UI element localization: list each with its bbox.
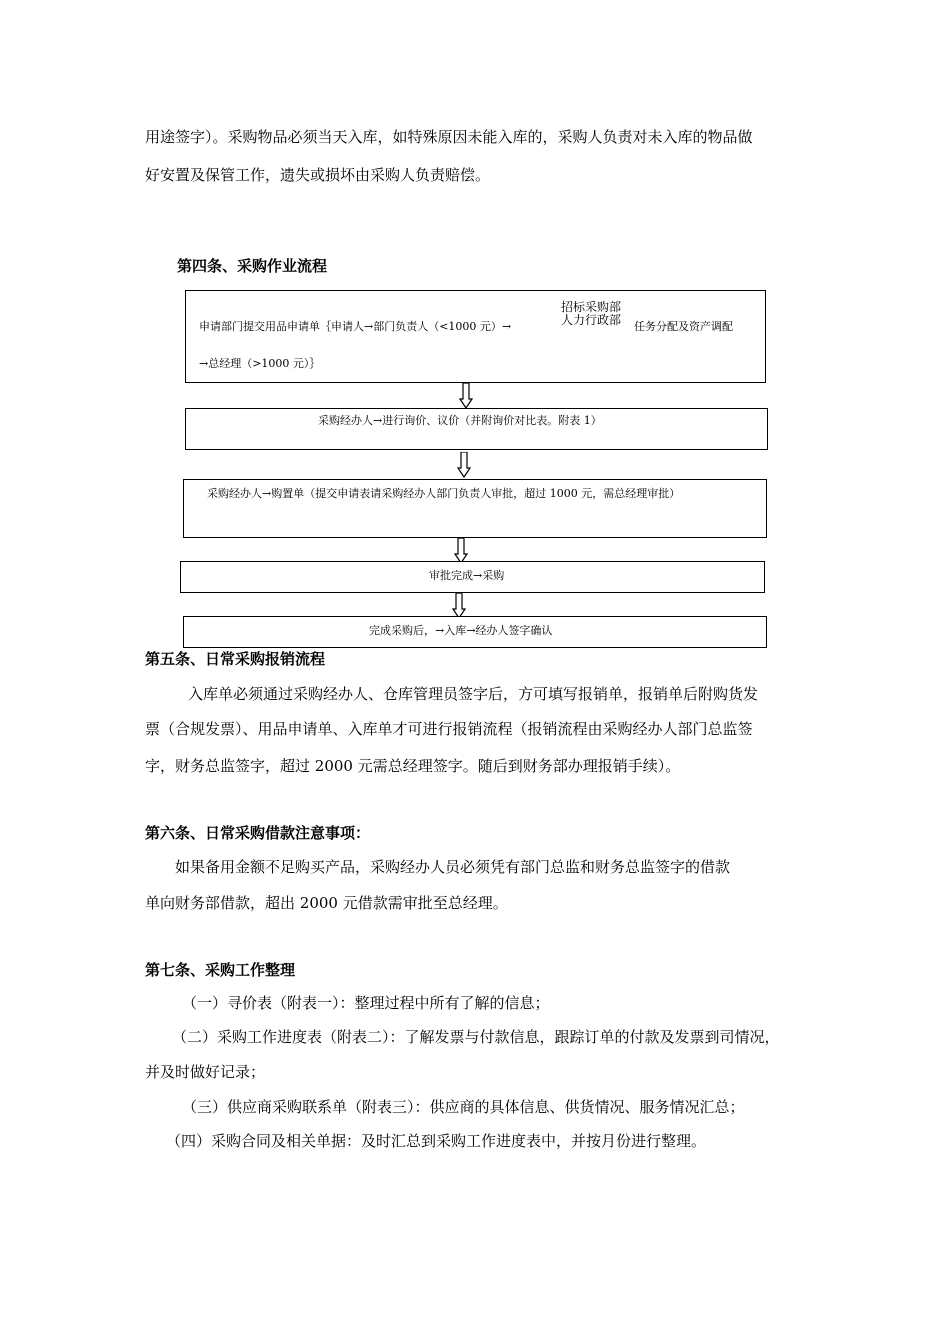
section-4-title: 第四条、采购作业流程 xyxy=(177,257,328,275)
flow-box-approval-text: 审批完成→采购 xyxy=(429,569,505,582)
flow-box-application-left-text: 申请部门提交用品申请单｛申请人→部门负责人（<1000 元）→ xyxy=(199,320,512,333)
section-5-line-1: 入库单必须通过采购经办人、仓库管理员签字后，方可填写报销单，报销单后附购货发 xyxy=(188,685,759,703)
flow-box-inquiry-text: 采购经办人→进行询价、议价（并附询价对比表。附表 1） xyxy=(318,414,602,427)
section-6-line-1: 如果备用金额不足购买产品，采购经办人员必须凭有部门总监和财务总监签字的借款 xyxy=(175,858,731,876)
flow-box-application-dept-2: 人力行政部 xyxy=(561,313,622,327)
section-7-item-2-continued: 并及时做好记录； xyxy=(145,1063,266,1081)
intro-line-2: 好安置及保管工作，遗失或损坏由采购人负责赔偿。 xyxy=(145,166,491,184)
intro-line-1: 用途签字）。采购物品必须当天入库，如特殊原因未能入库的，采购人负责对未入库的物品做 xyxy=(145,128,753,146)
flow-box-application-bottom-text: →总经理（>1000 元）｝ xyxy=(199,357,321,370)
flow-box-application-right-text: 任务分配及资产调配 xyxy=(634,320,733,333)
section-6-line-2: 单向财务部借款，超出 2000 元借款需审批至总经理。 xyxy=(145,894,508,912)
section-7-item-1: （一）寻价表（附表一）：整理过程中所有了解的信息； xyxy=(182,994,550,1012)
down-arrow-icon xyxy=(457,452,471,478)
section-5-line-2: 票（合规发票）、用品申请单、入库单才可进行报销流程（报销流程由采购经办人部门总监签 xyxy=(145,720,753,738)
section-7-item-4: （四）采购合同及相关单据：及时汇总到采购工作进度表中，并按月份进行整理。 xyxy=(166,1132,707,1150)
flow-box-application-dept-1: 招标采购部 xyxy=(561,300,622,314)
section-5-title: 第五条、日常采购报销流程 xyxy=(145,650,326,668)
section-7-item-3: （三）供应商采购联系单（附表三）：供应商的具体信息、供货情况、服务情况汇总； xyxy=(182,1098,745,1116)
flow-box-purchase-order-text: 采购经办人→购置单（提交申请表请采购经办人部门负责人审批，超过 1000 元，需总经理审批） xyxy=(207,487,681,500)
section-6-title: 第六条、日常采购借款注意事项： xyxy=(145,824,371,842)
section-7-title: 第七条、采购工作整理 xyxy=(145,961,296,979)
section-5-line-3: 字，财务总监签字，超过 2000 元需总经理签字。随后到财务部办理报销手续）。 xyxy=(145,757,681,775)
flow-box-warehousing-text: 完成采购后，→入库→经办人签字确认 xyxy=(369,624,553,637)
down-arrow-icon xyxy=(459,383,473,409)
section-7-item-2: （二）采购工作进度表（附表二）：了解发票与付款信息，跟踪订单的付款及发票到司情况， xyxy=(172,1028,780,1046)
